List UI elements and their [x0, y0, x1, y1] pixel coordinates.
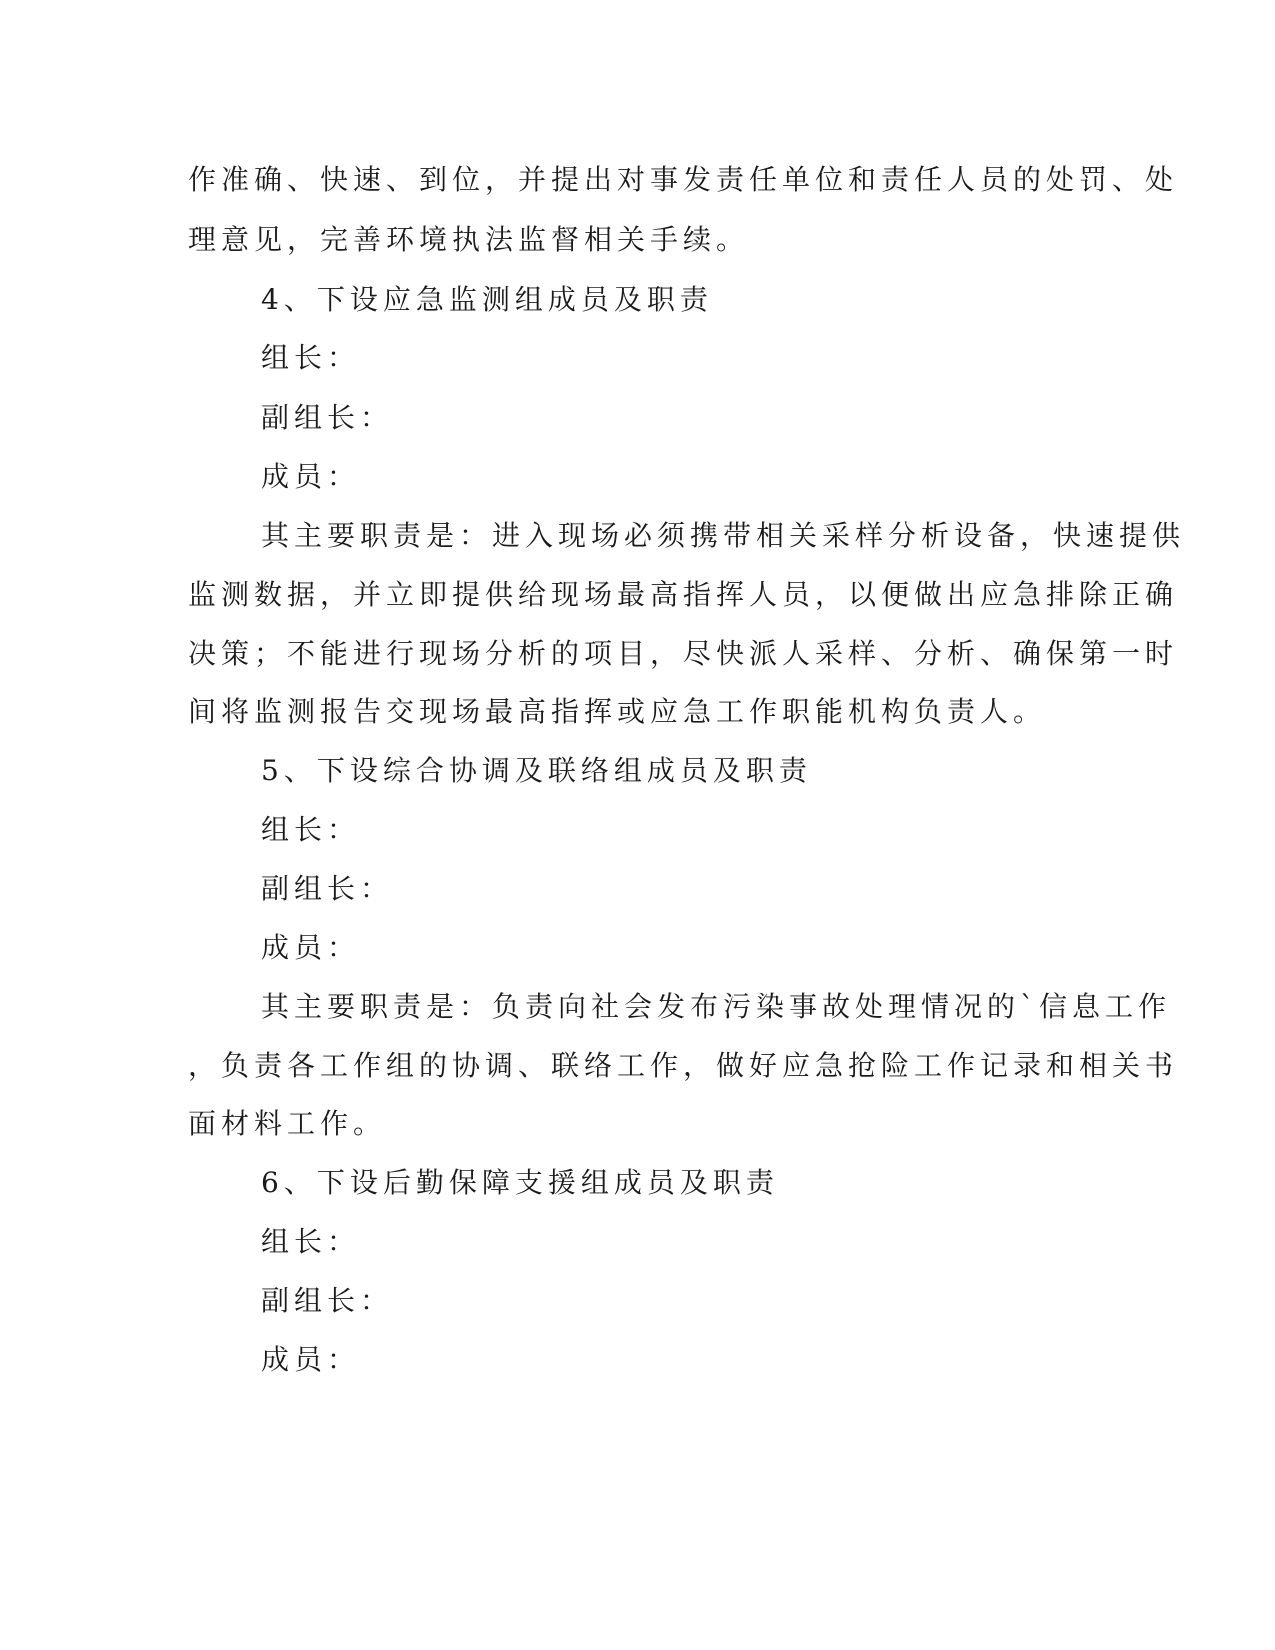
role-label: 组长： — [261, 1225, 361, 1258]
role-label: 副组长： — [261, 401, 394, 434]
section-heading: 6、下设后勤保障支援组成员及职责 — [261, 1166, 779, 1199]
role-label: 成员： — [261, 931, 361, 964]
paragraph-line: 间将监测报告交现场最高指挥或应急工作职能机构负责人。 — [188, 695, 1047, 728]
section-heading: 4、下设应急监测组成员及职责 — [261, 283, 713, 316]
paragraph-line: 其主要职责是：进入现场必须携带相关采样分析设备，快速提供 — [261, 519, 1186, 552]
role-label: 成员： — [261, 1343, 361, 1376]
role-label: 副组长： — [261, 1284, 394, 1317]
paragraph-line: 面材料工作。 — [188, 1107, 387, 1140]
role-label: 组长： — [261, 813, 361, 846]
paragraph-line: ，负责各工作组的协调、联络工作，做好应急抢险工作记录和相关书 — [188, 1049, 1179, 1082]
paragraph-line: 理意见，完善环境执法监督相关手续。 — [188, 223, 750, 256]
paragraph-line: 其主要职责是：负责向社会发布污染事故处理情况的`信息工作 — [261, 990, 1172, 1023]
paragraph-line: 决策；不能进行现场分析的项目，尽快派人采样、分析、确保第一时 — [188, 637, 1179, 670]
role-label: 副组长： — [261, 872, 394, 905]
role-label: 成员： — [261, 460, 361, 493]
paragraph-line: 监测数据，并立即提供给现场最高指挥人员，以便做出应急排除正确 — [188, 578, 1179, 611]
role-label: 组长： — [261, 341, 361, 374]
section-heading: 5、下设综合协调及联络组成员及职责 — [261, 754, 812, 787]
paragraph-line: 作准确、快速、到位，并提出对事发责任单位和责任人员的处罚、处 — [188, 163, 1179, 196]
